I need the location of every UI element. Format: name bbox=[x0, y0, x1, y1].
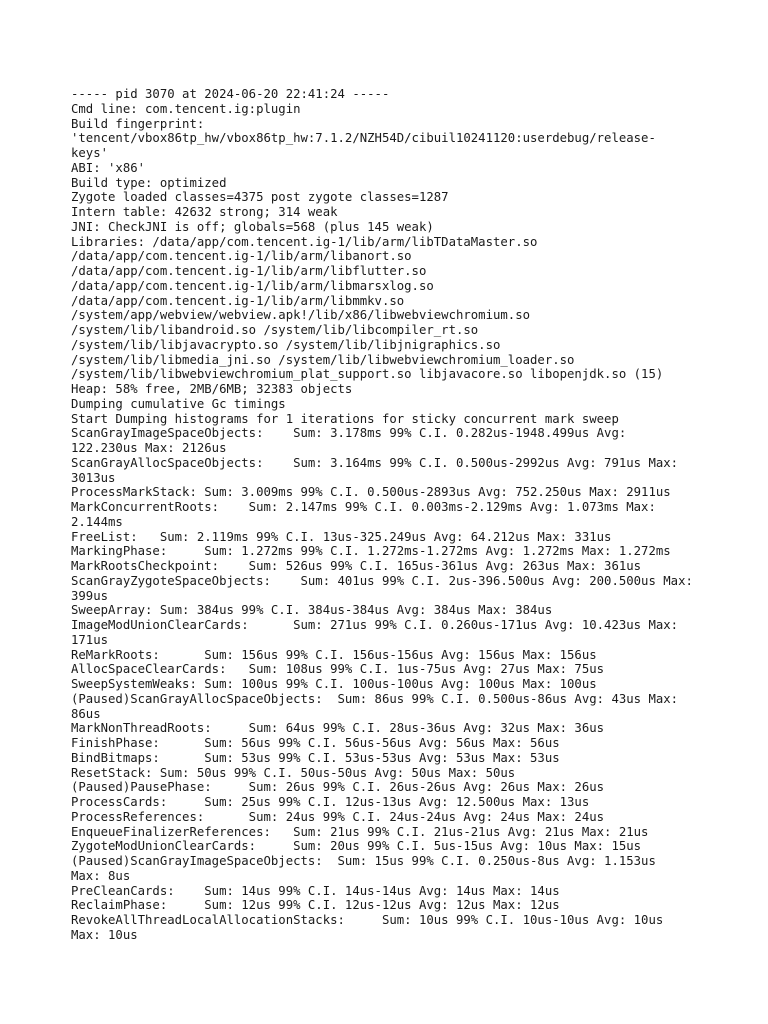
document-line: ProcessMarkStack: Sum: 3.009ms 99% C.I. 0.500us-2893us Avg: 752.250us Max: 2911us bbox=[71, 485, 671, 500]
document-line: MarkRootsCheckpoint: Sum: 526us 99% C.I. 165us-361us Avg: 263us Max: 361us bbox=[71, 559, 642, 573]
document-line: (Paused)ScanGrayAllocSpaceObjects: Sum: 86us 99% C.I. 0.500us-86us Avg: 43us Max: bbox=[71, 691, 679, 706]
document-line: Dumping cumulative Gc timings bbox=[71, 396, 286, 411]
document-line: SweepArray: Sum: 384us 99% C.I. 384us-384us Avg: 384us Max: 384us bbox=[71, 603, 553, 618]
document-line: ScanGrayAllocSpaceObjects: Sum: 3.164ms 99% C.I. 0.500us-2992us Avg: 791us Max: bbox=[71, 455, 679, 470]
document-line: ReMarkRoots: Sum: 156us 99% C.I. 156us-156us Avg: 156us Max: 156us bbox=[71, 647, 597, 662]
document-line: /system/lib/libwebviewchromium_plat_support.so libjavacore.so libopenjdk.so (15) bbox=[71, 367, 664, 382]
document-line: MarkNonThreadRoots: Sum: 64us 99% C.I. 28us-36us Avg: 32us Max: 36us bbox=[71, 721, 605, 736]
document-line: BindBitmaps: Sum: 53us 99% C.I. 53us-53us Avg: 53us Max: 53us bbox=[71, 750, 560, 765]
document-line: (Paused)PausePhase: Sum: 26us 99% C.I. 26us-26us Avg: 26us Max: 26us bbox=[71, 780, 605, 795]
document-line: FinishPhase: Sum: 56us 99% C.I. 56us-56us Avg: 56us Max: 56us bbox=[71, 736, 560, 750]
document-line: PreCleanCards: Sum: 14us 99% C.I. 14us-14us Avg: 14us Max: 14us bbox=[71, 883, 560, 898]
document-line: Zygote loaded classes=4375 post zygote classes=1287 bbox=[71, 190, 449, 205]
document-line: ReclaimPhase: Sum: 12us 99% C.I. 12us-12us Avg: 12us Max: 12us bbox=[71, 898, 560, 913]
document-line: /system/lib/libandroid.so /system/lib/libcompiler_rt.so bbox=[71, 323, 479, 337]
document-line: RevokeAllThreadLocalAllocationStacks: Sum: 10us 99% C.I. 10us-10us Avg: 10us bbox=[71, 913, 664, 927]
document-line: Libraries: /data/app/com.tencent.ig-1/lib/arm/libTDataMaster.so bbox=[71, 234, 538, 249]
document-line: /data/app/com.tencent.ig-1/lib/arm/libmmkv.so bbox=[71, 293, 405, 308]
document-line: ImageModUnionClearCards: Sum: 271us 99% C.I. 0.260us-171us Avg: 10.423us Max: bbox=[71, 618, 679, 632]
document-line: /data/app/com.tencent.ig-1/lib/arm/libmarsxlog.so bbox=[71, 278, 434, 293]
document-line: 171us bbox=[71, 632, 109, 647]
document-line: JNI: CheckJNI is off; globals=568 (plus 145 weak) bbox=[71, 219, 434, 234]
document-line: /system/app/webview/webview.apk!/lib/x86/libwebviewchromium.so bbox=[71, 308, 531, 323]
document-line: 2.144ms bbox=[71, 514, 123, 529]
document-line: SweepSystemWeaks: Sum: 100us 99% C.I. 100us-100us Avg: 100us Max: 100us bbox=[71, 677, 597, 691]
document-line: ScanGrayImageSpaceObjects: Sum: 3.178ms 99% C.I. 0.282us-1948.499us Avg: bbox=[71, 426, 627, 441]
document-line: ResetStack: Sum: 50us 99% C.I. 50us-50us Avg: 50us Max: 50us bbox=[71, 765, 516, 780]
document-line: EnqueueFinalizerReferences: Sum: 21us 99% C.I. 21us-21us Avg: 21us Max: 21us bbox=[71, 824, 649, 839]
document-line: Max: 10us bbox=[71, 927, 138, 942]
document-line: Build fingerprint: bbox=[71, 116, 205, 131]
document-line: ProcessCards: Sum: 25us 99% C.I. 12us-13us Avg: 12.500us Max: 13us bbox=[71, 795, 590, 809]
document-line: ABI: 'x86' bbox=[71, 160, 146, 175]
document-line: /data/app/com.tencent.ig-1/lib/arm/libflutter.so bbox=[71, 264, 427, 278]
document-line: 399us bbox=[71, 588, 109, 603]
trace-document bbox=[71, 87, 711, 943]
document-line: 122.230us Max: 2126us bbox=[71, 441, 227, 455]
document-line: ----- pid 3070 at 2024-06-20 22:41:24 ----- bbox=[71, 87, 390, 101]
document-line: /system/lib/libmedia_jni.so /system/lib/libwebviewchromium_loader.so bbox=[71, 352, 575, 367]
document-line: Max: 8us bbox=[71, 868, 131, 883]
document-line: Build type: optimized bbox=[71, 175, 227, 190]
document-line: Start Dumping histograms for 1 iterations for sticky concurrent mark sweep bbox=[71, 411, 619, 426]
document-line: 3013us bbox=[71, 470, 116, 485]
document-line: keys' bbox=[71, 146, 109, 160]
document-line: ZygoteModUnionClearCards: Sum: 20us 99% C.I. 5us-15us Avg: 10us Max: 15us bbox=[71, 839, 642, 854]
document-line: Cmd line: com.tencent.ig:plugin bbox=[71, 101, 301, 116]
document-line: Heap: 58% free, 2MB/6MB; 32383 objects bbox=[71, 382, 353, 396]
document-line: (Paused)ScanGrayImageSpaceObjects: Sum: 15us 99% C.I. 0.250us-8us Avg: 1.153us bbox=[71, 854, 656, 868]
document-line: ScanGrayZygoteSpaceObjects: Sum: 401us 99% C.I. 2us-396.500us Avg: 200.500us Max: bbox=[71, 573, 693, 588]
document-line: /data/app/com.tencent.ig-1/lib/arm/libanort.so bbox=[71, 249, 412, 264]
document-line: /system/lib/libjavacrypto.so /system/lib/libjnigraphics.so bbox=[71, 337, 501, 352]
document-line: AllocSpaceClearCards: Sum: 108us 99% C.I. 1us-75us Avg: 27us Max: 75us bbox=[71, 662, 605, 677]
document-line: MarkingPhase: Sum: 1.272ms 99% C.I. 1.272ms-1.272ms Avg: 1.272ms Max: 1.272ms bbox=[71, 544, 671, 559]
document-line: Intern table: 42632 strong; 314 weak bbox=[71, 205, 338, 219]
document-line: 'tencent/vbox86tp_hw/vbox86tp_hw:7.1.2/NZH54D/cibuil10241120:userdebug/release- bbox=[71, 131, 656, 146]
document-line: 86us bbox=[71, 706, 101, 721]
document-line: ProcessReferences: Sum: 24us 99% C.I. 24us-24us Avg: 24us Max: 24us bbox=[71, 809, 605, 824]
document-line: FreeList: Sum: 2.119ms 99% C.I. 13us-325.249us Avg: 64.212us Max: 331us bbox=[71, 529, 612, 544]
document-line: MarkConcurrentRoots: Sum: 2.147ms 99% C.I. 0.003ms-2.129ms Avg: 1.073ms Max: bbox=[71, 500, 656, 514]
